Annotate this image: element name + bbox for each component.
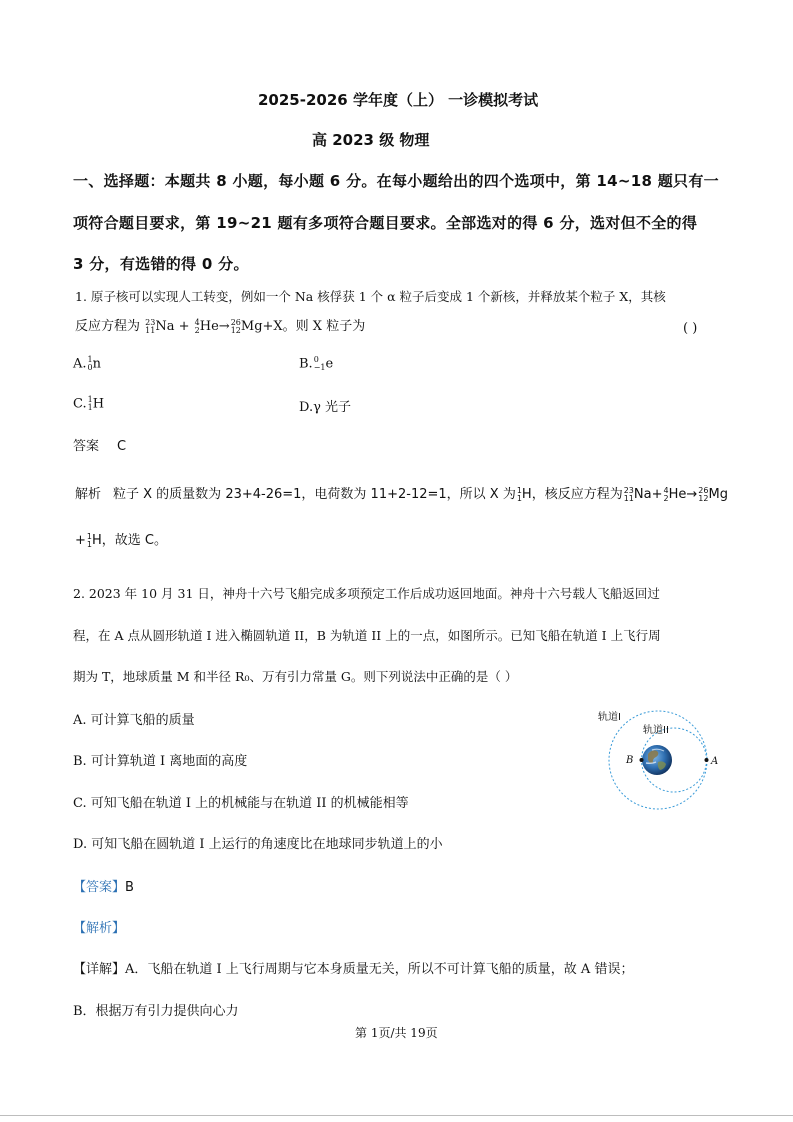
q1-eq-prefix: 反应方程为 xyxy=(75,319,141,334)
orbit-2-label: 轨道II xyxy=(643,725,669,736)
page-bottom-divider xyxy=(0,1115,793,1116)
point-a-label: A xyxy=(711,756,719,767)
q2-detail-line: 【详解】A．飞船在轨道 I 上飞行周期与它本身质量无关，所以不可计算飞船的质量，故 A 错误； xyxy=(73,962,634,977)
section1-line3: 3 分，有选错的得 0 分。 xyxy=(73,255,249,273)
q1-plus: + xyxy=(178,319,190,334)
q2-answer-tag: 【答案】 xyxy=(73,880,126,895)
q1-option-a: A. 1 0 n xyxy=(73,355,101,372)
point-b-label: B xyxy=(626,755,634,766)
q1-na-nuclide: 23 11 xyxy=(145,317,156,335)
q1-analysis-line1: 解析 粒子 X 的质量数为 23+4-26=1，电荷数为 11+2-12=1，所以 X 为 1 1 H，核反应方程为 23 11 Na+ 4 2 He→ 26 12 Mg xyxy=(75,485,728,503)
q1-stem-line1: 1. 原子核可以实现人工转变，例如一个 Na 核俘获 1 个 α 粒子后变成 1 个新核，并释放某个粒子 X，其核 xyxy=(75,289,666,304)
q2-stem-line2: 程，在 A 点从圆形轨道 I 进入椭圆轨道 II，B 为轨道 II 上的一点，如图所示。已知飞船在轨道 I 上飞行周 xyxy=(73,628,661,643)
q1-he-nuclide: 4 2 xyxy=(194,317,200,335)
point-a-dot xyxy=(705,758,709,762)
exam-subtitle: 高 2023 级 物理 xyxy=(312,131,430,149)
q1-answer-paren: ( ) xyxy=(683,321,698,336)
orbit-1-label: 轨道I xyxy=(598,712,621,723)
q2-option-b: B. 可计算轨道 I 离地面的高度 xyxy=(73,754,248,769)
q1-arrow: → xyxy=(218,319,230,334)
earth-icon xyxy=(642,745,672,775)
q1-he-symbol: He xyxy=(199,319,219,334)
q2-stem-line3: 期为 T，地球质量 M 和半径 R₀、万有引力常量 G。则下列说法中正确的是（ ） xyxy=(73,669,518,684)
q1-stem-line2 xyxy=(75,315,365,335)
point-b-dot xyxy=(640,758,644,762)
exam-title: 2025-2026 学年度（上） 一诊模拟考试 xyxy=(258,91,539,109)
section1-line1: 一、选择题：本题共 8 小题，每小题 6 分。在每小题给出的四个选项中，第 14~18 题只有一 xyxy=(73,172,719,190)
q1-option-c: C. 1 1 H xyxy=(73,395,105,412)
q1-eq-tail: +X。则 X 粒子为 xyxy=(262,319,366,334)
q2-option-a: A. 可计算飞船的质量 xyxy=(73,713,195,728)
q2-stem-line1: 2. 2023 年 10 月 31 日，神舟十六号飞船完成多项预定工作后成功返回地面。神舟十六号载人飞船返回过 xyxy=(73,586,660,601)
q1-mg-nuclide: 26 12 xyxy=(230,317,241,335)
q1-option-b: B. 0 −1 e xyxy=(299,355,334,372)
page-number: 第 1页/共 19页 xyxy=(355,1026,438,1040)
orbit-diagram xyxy=(588,700,738,812)
q1-mg-symbol: Mg xyxy=(240,319,263,334)
q1-analysis-line2: + 1 1 H，故选 C。 xyxy=(75,531,167,549)
q1-option-d: D.γ 光子 xyxy=(299,400,351,415)
q2-answer: 【答案】B xyxy=(73,880,134,895)
q1-na-symbol: Na xyxy=(155,319,175,334)
section1-line2: 项符合题目要求，第 19~21 题有多项符合题目要求。全部选对的得 6 分，选对但不全的得 xyxy=(73,214,698,232)
q2-b-line: B．根据万有引力提供向心力 xyxy=(73,1004,239,1019)
q2-option-d: D. 可知飞船在圆轨道 I 上运行的角速度比在地球同步轨道上的小 xyxy=(73,837,443,852)
q1-answer: 答案 C xyxy=(73,439,127,454)
q2-analysis-tag: 【解析】 xyxy=(73,921,126,936)
q2-option-c: C. 可知飞船在轨道 I 上的机械能与在轨道 II 的机械能相等 xyxy=(73,796,409,811)
